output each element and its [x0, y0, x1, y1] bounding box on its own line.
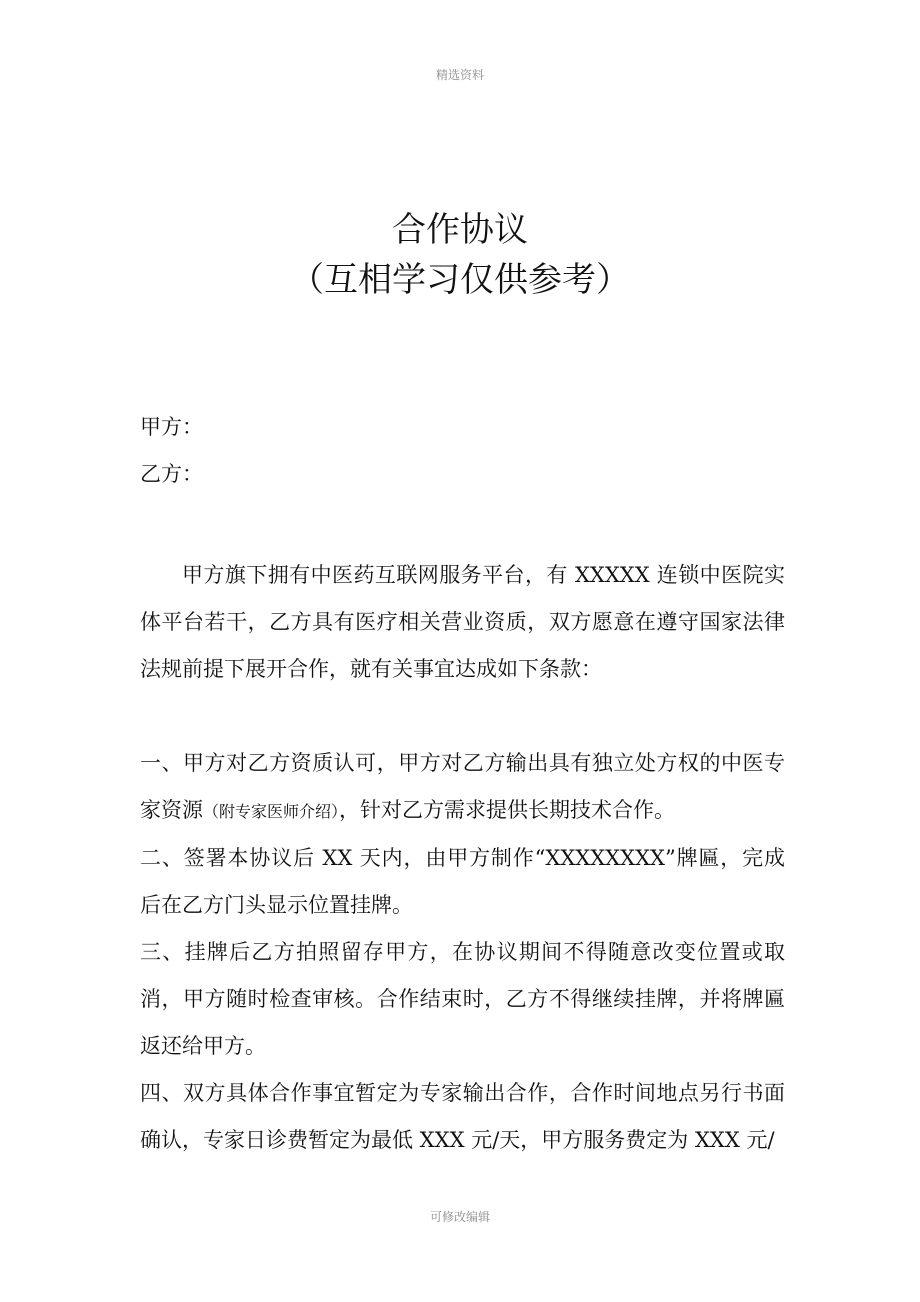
document-body: [140, 404, 785, 1164]
document-title: 合作协议: [392, 210, 528, 250]
clause-list: [140, 740, 785, 1164]
clause-1-note: （附专家医师介绍）: [203, 802, 340, 821]
clause-3: 三、挂牌后乙方拍照留存甲方，在协议期间不得随意改变位置或取消，甲方随时检查审核。合作结束时，乙方不得继续挂牌，并将牌匾返还给甲方。: [140, 940, 785, 1058]
clause-4: 四、双方具体合作事宜暂定为专家输出合作，合作时间地点另行书面确认，专家日诊费暂定为最低 XXX 元/天，甲方服务费定为 XXX 元/: [140, 1081, 785, 1152]
header-note: 精选资料: [435, 68, 484, 82]
party-b-label: 乙方：: [140, 462, 203, 486]
document-subtitle: （互相学习仅供参考）: [290, 260, 630, 300]
clause-2: 二、签署本协议后 XX 天内，由甲方制作“XXXXXXXX”牌匾，完成后在乙方门头显示位置挂牌。: [140, 846, 785, 917]
clause-1-main: 一、甲方对乙方资质认可，甲方对乙方输出具有独立处方权的中医专家资源: [140, 751, 785, 822]
clause-1: [140, 740, 785, 835]
party-a-label: 甲方：: [140, 415, 203, 439]
footer-note: 可修改编辑: [429, 1210, 490, 1224]
intro-paragraph: 甲方旗下拥有中医药互联网服务平台，有 XXXXX 连锁中医院实体平台若干，乙方具有医疗相关营业资质，双方愿意在遵守国家法律法规前提下展开合作，就有关事宜达成如下条款：: [140, 563, 785, 681]
clause-1-tail: ，针对乙方需求提供长期技术合作。: [339, 798, 676, 822]
